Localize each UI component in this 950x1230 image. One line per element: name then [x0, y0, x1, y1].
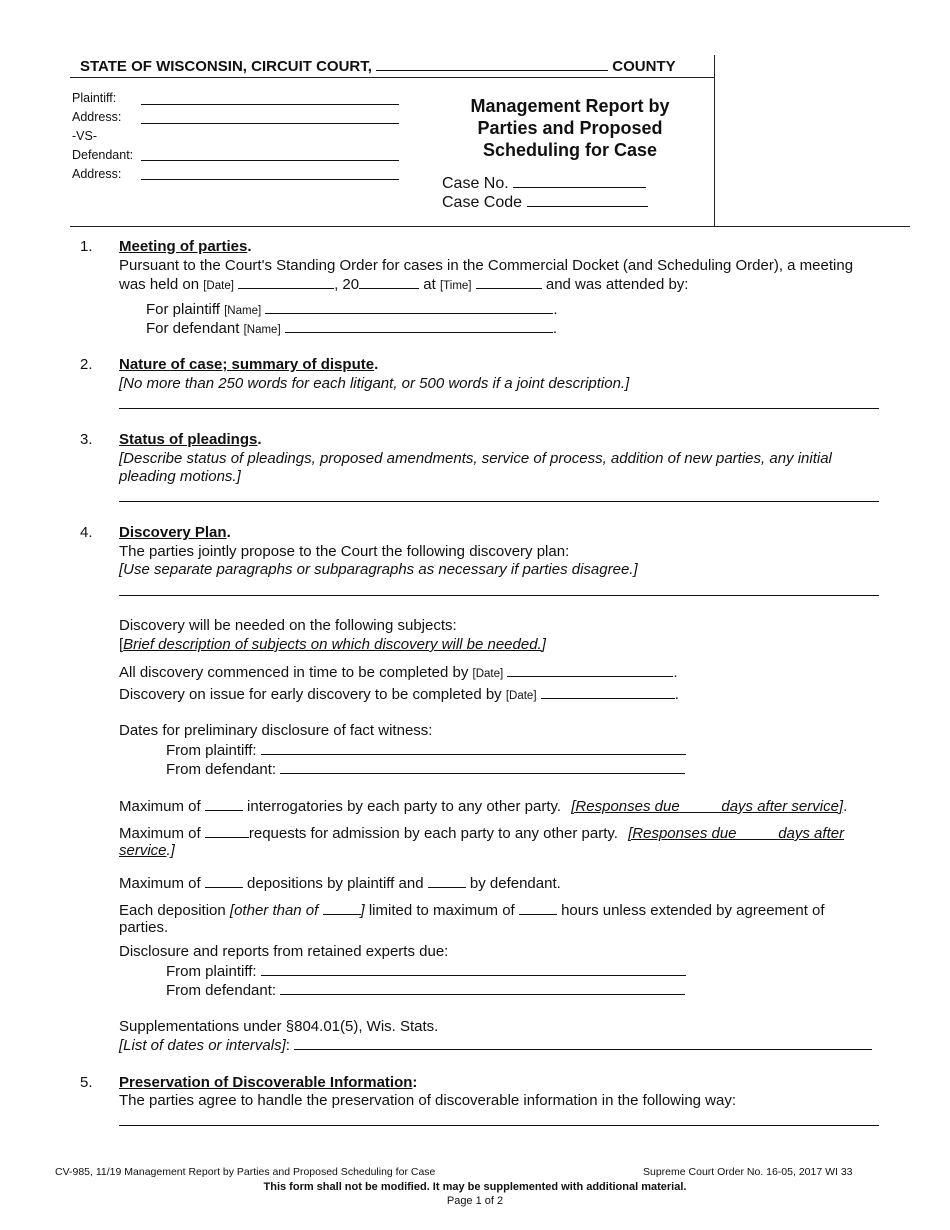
section-title: Preservation of Discoverable Information	[119, 1074, 413, 1091]
form-id: CV-985, 11/19 Management Report by Parties and Proposed Scheduling for Case	[55, 1166, 436, 1178]
plaintiff-attendee-field[interactable]	[265, 300, 553, 314]
meeting-time-field[interactable]	[476, 275, 542, 289]
name-hint: [Name]	[243, 324, 281, 336]
text: [Responses due	[628, 825, 737, 842]
depositions-line	[119, 874, 561, 893]
section-title: Discovery Plan	[119, 524, 227, 541]
admissions-count-field[interactable]	[205, 824, 249, 838]
defendant-attendee-line: For defendant [Name] .	[146, 320, 557, 337]
text: at	[423, 276, 436, 293]
date-hint: [Date]	[472, 668, 504, 680]
defendant-address-field[interactable]	[141, 179, 399, 180]
court-heading	[80, 57, 676, 75]
hours-field[interactable]	[519, 901, 557, 915]
address-label: Address:	[72, 110, 122, 124]
text: limited to maximum of	[368, 902, 515, 919]
meeting-year-field[interactable]	[359, 275, 419, 289]
section-5-heading: Preservation of Discoverable Information:	[119, 1074, 418, 1091]
text: From plaintiff:	[166, 742, 257, 759]
section-title: Meeting of parties	[119, 238, 248, 255]
text: From defendant:	[166, 761, 277, 778]
supplementation-label: Supplementations under §804.01(5), Wis. Stats.	[119, 1018, 439, 1035]
title-line: Scheduling for Case	[482, 140, 658, 160]
time-hint: [Time]	[439, 280, 472, 292]
text: interrogatories by each party to any other party.	[247, 798, 562, 815]
text: was held on	[119, 276, 200, 293]
section-3-hint: [Describe status of pleadings, proposed amendments, service of process, addition of new parties, any initial	[119, 450, 832, 467]
section-number: 4.	[80, 524, 93, 541]
section-number: 1.	[80, 238, 93, 255]
vs-label: -VS-	[72, 129, 97, 143]
section-2-field[interactable]	[119, 408, 879, 409]
section-5-text: The parties agree to handle the preservation of discoverable information in the following way:	[119, 1092, 737, 1109]
interrogatories-count-field[interactable]	[205, 797, 243, 811]
name-hint: [Name]	[224, 305, 262, 317]
case-code-row	[442, 193, 648, 212]
text: Discovery on issue for early discovery to be completed by	[119, 686, 502, 703]
county-blank[interactable]	[376, 57, 608, 71]
court-order: Supreme Court Order No. 16-05, 2017 WI 33	[643, 1166, 853, 1178]
all-discovery-date-field[interactable]	[507, 663, 673, 677]
section-3-heading: Status of pleadings.	[119, 431, 262, 448]
experts-plaintiff-field[interactable]	[261, 962, 686, 976]
text: , 20	[334, 276, 360, 293]
text: For plaintiff	[146, 301, 220, 318]
text: Maximum of	[119, 825, 201, 842]
date-hint: [Date]	[505, 690, 537, 702]
all-discovery-line: All discovery commenced in time to be completed by [Date] .	[119, 664, 678, 681]
list-hint: [List of dates or intervals]	[119, 1037, 286, 1054]
form-title	[430, 95, 710, 161]
page-number: Page 1 of 2	[446, 1195, 504, 1207]
admissions-line	[119, 824, 844, 843]
text: by defendant.	[469, 875, 561, 892]
interrogatories-line: Maximum of interrogatories by each party to any other party. [Responses due days after service].	[119, 798, 848, 815]
section-number: 3.	[80, 431, 93, 448]
date-hint: [Date]	[203, 280, 234, 292]
subjects-hint: Brief description of subjects on which discovery will be needed.	[123, 636, 542, 653]
section-2-heading: Nature of case; summary of dispute.	[119, 356, 379, 373]
section-title: Nature of case; summary of dispute	[119, 356, 375, 373]
caption-top-rule	[70, 77, 714, 78]
text: From defendant:	[166, 982, 277, 999]
defendant-field[interactable]	[141, 160, 399, 161]
text: service	[119, 842, 167, 859]
text: From plaintiff:	[166, 963, 257, 980]
prelim-plaintiff-line	[166, 741, 686, 760]
plaintiff-label: Plaintiff:	[72, 91, 117, 105]
experts-label: Disclosure and reports from retained experts due:	[119, 943, 449, 960]
text: days after	[778, 825, 845, 842]
defendant-label: Defendant:	[72, 148, 134, 162]
discovery-intro: The parties jointly propose to the Court the following discovery plan:	[119, 543, 570, 560]
early-discovery-date-field[interactable]	[541, 685, 675, 699]
deposition-limit-line-2: parties.	[119, 919, 169, 936]
deposition-limit-line: Each deposition [other than of ] limited to maximum of hours unless extended by agreement of	[119, 902, 825, 919]
text: Maximum of	[119, 875, 201, 892]
experts-defendant-field[interactable]	[280, 981, 685, 995]
section-title: Status of pleadings	[119, 431, 258, 448]
caption-vertical-rule	[714, 55, 715, 226]
text: and was attended by:	[545, 276, 689, 293]
text: days after service]	[721, 798, 844, 815]
plaintiff-attendee-line: For plaintiff [Name] .	[146, 301, 558, 318]
case-code-field[interactable]	[527, 193, 648, 207]
court-label: STATE OF WISCONSIN, CIRCUIT COURT,	[80, 58, 372, 75]
meeting-date-line	[119, 275, 688, 295]
address2-label: Address:	[72, 167, 122, 181]
discovery-hint: [Use separate paragraphs or subparagraphs as necessary if parties disagree.]	[119, 561, 638, 578]
section-1-text: Pursuant to the Court's Standing Order for cases in the Commercial Docket (and Scheduling Order), a meeting	[119, 257, 854, 274]
case-code-label: Case Code	[442, 194, 523, 211]
prelim-disclosure-label: Dates for preliminary disclosure of fact witness:	[119, 722, 433, 739]
early-discovery-line: Discovery on issue for early discovery to be completed by [Date] .	[119, 686, 679, 703]
plaintiff-field[interactable]	[141, 104, 399, 105]
other-than-field[interactable]	[323, 901, 361, 915]
plaintiff-address-field[interactable]	[141, 123, 399, 124]
supplementation-field[interactable]	[294, 1036, 872, 1050]
case-no-field[interactable]	[513, 174, 646, 188]
text: depositions by plaintiff and	[247, 875, 424, 892]
case-no-label: Case No.	[442, 175, 509, 192]
county-label: COUNTY	[612, 58, 676, 75]
title-line: Management Report by	[470, 96, 670, 116]
experts-defendant-line	[166, 981, 685, 1000]
section-4-heading: Discovery Plan.	[119, 524, 231, 541]
prelim-plaintiff-field[interactable]	[261, 741, 686, 755]
defendant-depositions-field[interactable]	[428, 874, 466, 888]
section-2-hint: [No more than 250 words for each litigant, or 500 words if a joint description.]	[119, 375, 630, 392]
meeting-date-field[interactable]	[238, 275, 334, 289]
plaintiff-depositions-field[interactable]	[205, 874, 243, 888]
subjects-hint-line: [Brief description of subjects on which discovery will be needed.]	[119, 636, 546, 653]
text: All discovery commenced in time to be completed by	[119, 664, 469, 681]
text: For defendant	[146, 320, 240, 337]
experts-plaintiff-line	[166, 962, 686, 981]
supplementation-line: [List of dates or intervals]:	[119, 1036, 872, 1055]
modification-notice: This form shall not be modified. It may be supplemented with additional material.	[263, 1181, 687, 1193]
caption-bottom-rule	[70, 226, 910, 227]
text: [other than of	[229, 902, 319, 919]
admissions-line-2: service.]	[119, 842, 175, 859]
subjects-label: Discovery will be needed on the following subjects:	[119, 617, 457, 634]
text: hours unless extended by agreement of	[561, 902, 825, 919]
section-3-field[interactable]	[119, 501, 879, 502]
case-no-row	[442, 174, 646, 193]
prelim-defendant-line	[166, 760, 685, 779]
text: Maximum of	[119, 798, 201, 815]
text: Each deposition	[119, 902, 226, 919]
title-line: Parties and Proposed	[477, 118, 663, 138]
section-5-field[interactable]	[119, 1125, 879, 1126]
section-3-hint: pleading motions.]	[119, 468, 241, 485]
defendant-attendee-field[interactable]	[285, 319, 553, 333]
discovery-plan-field[interactable]	[119, 595, 879, 596]
section-number: 2.	[80, 356, 93, 373]
text: [Responses due	[571, 798, 680, 815]
section-1-heading: Meeting of parties.	[119, 238, 252, 255]
section-number: 5.	[80, 1074, 93, 1091]
prelim-defendant-field[interactable]	[280, 760, 685, 774]
text: requests for admission by each party to any other party.	[248, 825, 618, 842]
